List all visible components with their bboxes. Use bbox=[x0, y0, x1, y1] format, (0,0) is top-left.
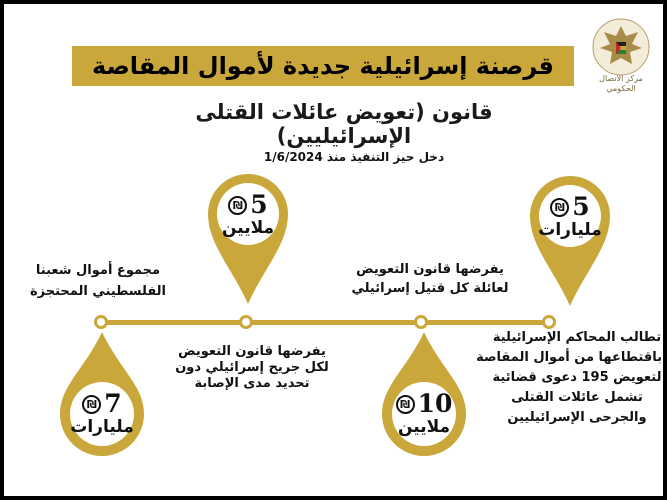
amount-unit: مليارات bbox=[538, 220, 602, 240]
description-line: تشمل عائلات القتلى bbox=[511, 390, 643, 405]
description-line: لعائلة كل قتيل إسرائيلي bbox=[351, 281, 509, 296]
amount-value: 7 bbox=[104, 389, 122, 418]
amount-unit: ملايين bbox=[397, 417, 451, 437]
description-line: تطالب المحاكم الإسرائيلية bbox=[492, 330, 662, 345]
shekel-icon: ₪ bbox=[396, 395, 415, 414]
effective-date: دخل حيز التنفيذ منذ 1/6/2024 bbox=[263, 150, 445, 164]
amount-value: 5 bbox=[572, 192, 590, 221]
infographic-canvas bbox=[4, 4, 663, 496]
amount-value: 5 bbox=[250, 190, 268, 219]
description-compensation-per-death bbox=[350, 260, 510, 298]
page-title: قرصنة إسرائيلية جديدة لأموال المقاصة bbox=[92, 52, 554, 80]
description-line: والجرحى الإسرائيليين bbox=[507, 410, 647, 425]
amount-unit: ملايين bbox=[221, 218, 275, 238]
description-line: مجموع أموال شعبنا bbox=[35, 263, 161, 278]
eagle-emblem-icon bbox=[588, 18, 654, 76]
law-subtitle: قانون (تعويض عائلات القتلى الإسرائيليين) bbox=[195, 100, 493, 148]
description-withheld-funds bbox=[18, 260, 178, 302]
shekel-icon: ₪ bbox=[550, 198, 569, 217]
amount-value: 10 bbox=[417, 389, 453, 418]
logo-text: مركز الاتصال الحكومي bbox=[599, 74, 643, 93]
description-line: لكل جريح إسرائيلي دون bbox=[175, 360, 329, 375]
description-line: الفلسطيني المحتجزة bbox=[29, 284, 167, 299]
description-court-claims bbox=[476, 328, 662, 428]
timeline-node bbox=[239, 315, 253, 329]
timeline-node bbox=[414, 315, 428, 329]
timeline-line bbox=[100, 320, 552, 325]
description-line: باقتطاعها من أموال المقاصة bbox=[476, 350, 662, 365]
title-bar bbox=[72, 46, 574, 86]
description-line: تحديد مدى الإصابة bbox=[194, 376, 310, 391]
description-line: لتعويض 195 دعوى قضائية bbox=[492, 370, 662, 385]
government-communication-center-logo bbox=[588, 18, 654, 98]
timeline-node bbox=[94, 315, 108, 329]
timeline-node bbox=[542, 315, 556, 329]
amount-pin-10-million bbox=[380, 330, 468, 458]
shekel-icon: ₪ bbox=[82, 395, 101, 414]
shekel-icon: ₪ bbox=[228, 196, 247, 215]
amount-unit: مليارات bbox=[70, 417, 134, 437]
description-line: يفرضها قانون التعويض bbox=[178, 344, 326, 359]
amount-pin-5-million bbox=[206, 172, 290, 306]
description-line: يفرضها قانون التعويض bbox=[356, 262, 504, 277]
amount-pin-5-billion bbox=[528, 174, 612, 308]
amount-pin-7-billion bbox=[58, 330, 146, 458]
description-compensation-per-injury bbox=[172, 344, 332, 392]
